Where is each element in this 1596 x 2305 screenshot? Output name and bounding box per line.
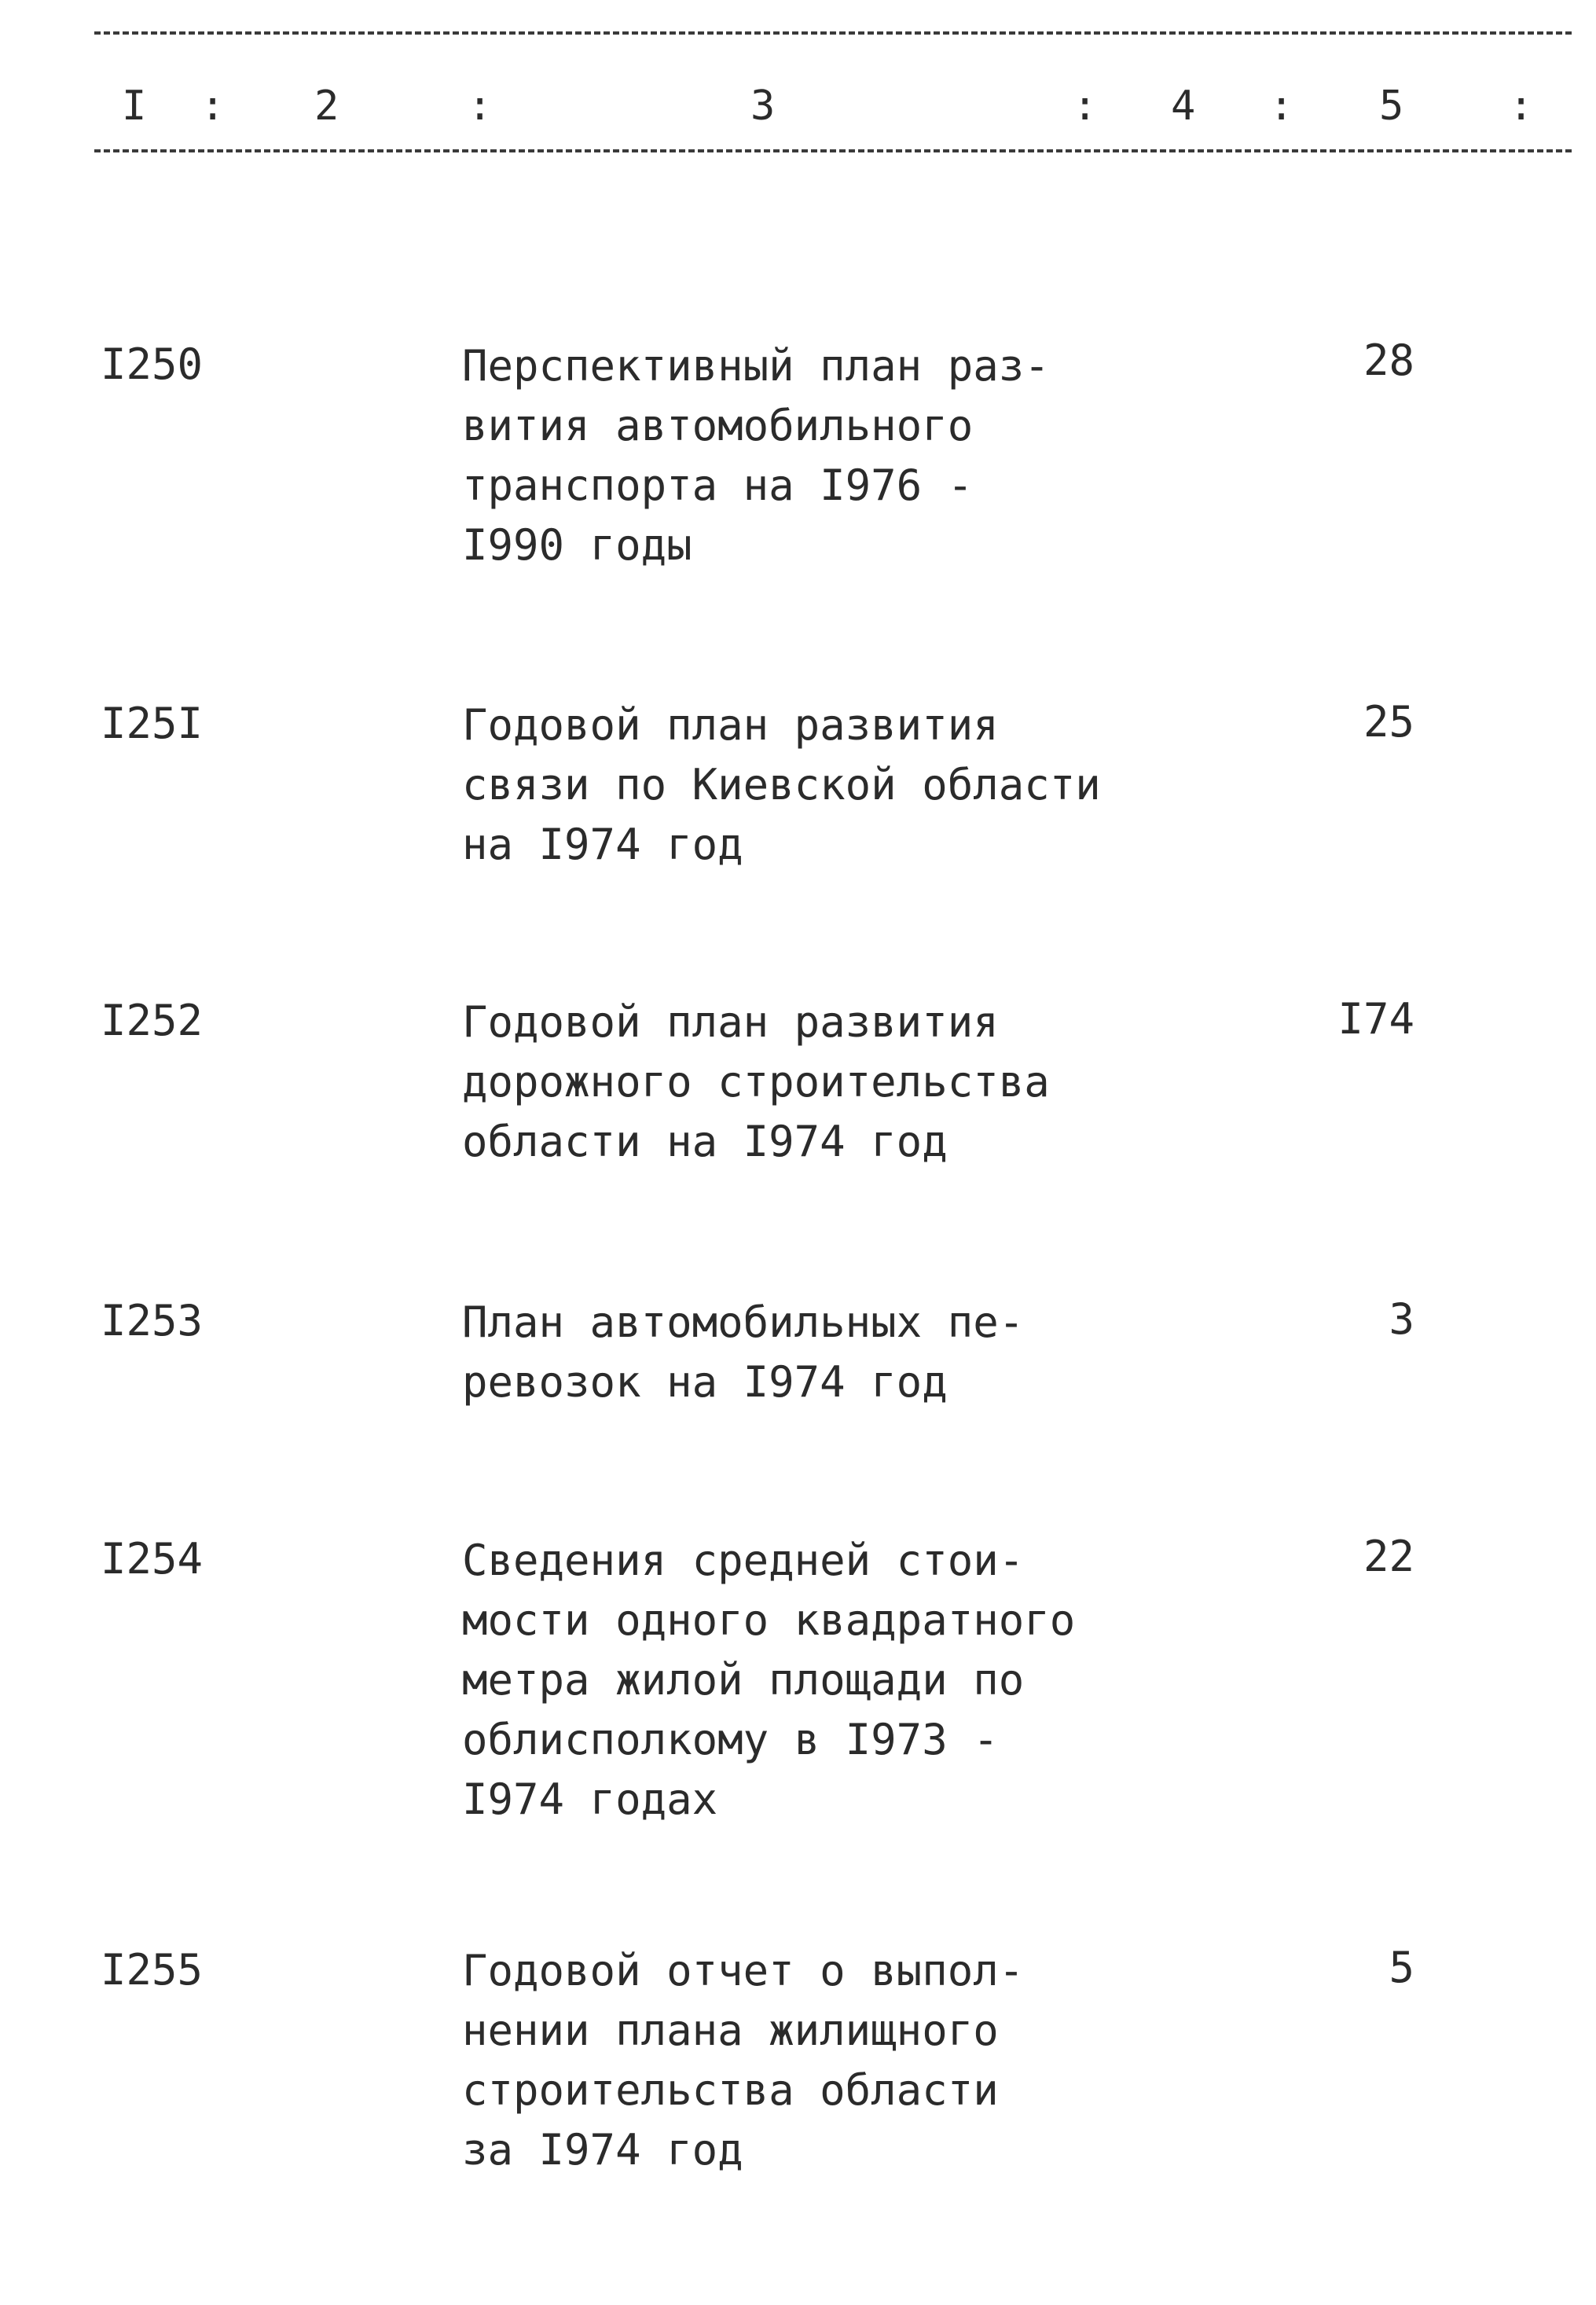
entry-title-line: Сведения средней стои- bbox=[462, 1536, 1025, 1585]
entry-title-line: строительства области bbox=[462, 2065, 999, 2115]
header-bottom-rule bbox=[94, 149, 1572, 152]
entry-title bbox=[462, 696, 1169, 875]
entry-title-line: Перспективный план раз- bbox=[462, 341, 1050, 391]
entry-title-line: мости одного квадратного bbox=[462, 1595, 1076, 1645]
column-header-1: I bbox=[122, 83, 147, 130]
entry-title-line: I974 годах bbox=[462, 1775, 718, 1824]
entry-title-line: за I974 год bbox=[462, 2125, 743, 2175]
entry-title-line: План автомобильных пе- bbox=[462, 1297, 1025, 1347]
entry-number: I255 bbox=[101, 1945, 204, 1995]
column-header-2: 2 bbox=[314, 83, 339, 130]
column-header-5: 5 bbox=[1379, 83, 1404, 130]
entry-sheet-count: I74 bbox=[1337, 994, 1414, 1044]
entry-number: I252 bbox=[101, 996, 204, 1045]
entry-sheet-count: 22 bbox=[1363, 1532, 1414, 1581]
entry-title bbox=[462, 336, 1169, 575]
entry-number: I250 bbox=[101, 340, 204, 389]
entry-title bbox=[462, 993, 1169, 1172]
entry-number: I253 bbox=[101, 1296, 204, 1345]
entry-title-line: ревозок на I974 год bbox=[462, 1357, 948, 1407]
column-header-4: 4 bbox=[1171, 83, 1196, 130]
entry-title bbox=[462, 1941, 1169, 2180]
column-header-3: 3 bbox=[750, 83, 776, 130]
entry-title-line: Годовой отчет о выпол- bbox=[462, 1946, 1025, 1995]
entry-title-line: области на I974 год bbox=[462, 1117, 948, 1166]
entry-title-line: вития автомобильного bbox=[462, 401, 974, 450]
column-separator: : bbox=[1509, 83, 1534, 130]
entry-title-line: метра жилой площади по bbox=[462, 1655, 1025, 1705]
header-top-rule bbox=[94, 31, 1572, 35]
entry-number: I254 bbox=[101, 1534, 204, 1584]
entry-title-line: дорожного строительства bbox=[462, 1057, 1050, 1107]
entry-title-line: I990 годы bbox=[462, 520, 692, 570]
entry-title-line: Годовой план развития bbox=[462, 700, 999, 750]
column-separator: : bbox=[468, 83, 493, 130]
entry-title-line: Годовой план развития bbox=[462, 997, 999, 1047]
entry-title bbox=[462, 1531, 1169, 1830]
entry-sheet-count: 3 bbox=[1389, 1294, 1414, 1344]
column-separator: : bbox=[1073, 83, 1098, 130]
entry-title-line: связи по Киевской области bbox=[462, 760, 1101, 809]
entry-title-line: нении плана жилищного bbox=[462, 2006, 999, 2055]
entry-sheet-count: 25 bbox=[1363, 697, 1414, 747]
entry-title-line: облисполкому в I973 - bbox=[462, 1715, 999, 1764]
column-separator: : bbox=[1269, 83, 1294, 130]
entry-title-line: на I974 год bbox=[462, 820, 743, 869]
entry-title-line: транспорта на I976 - bbox=[462, 461, 974, 510]
column-separator: : bbox=[200, 83, 226, 130]
entry-title bbox=[462, 1293, 1169, 1412]
entry-sheet-count: 28 bbox=[1363, 336, 1414, 385]
entry-number: I25I bbox=[101, 699, 204, 748]
entry-sheet-count: 5 bbox=[1389, 1943, 1414, 1992]
